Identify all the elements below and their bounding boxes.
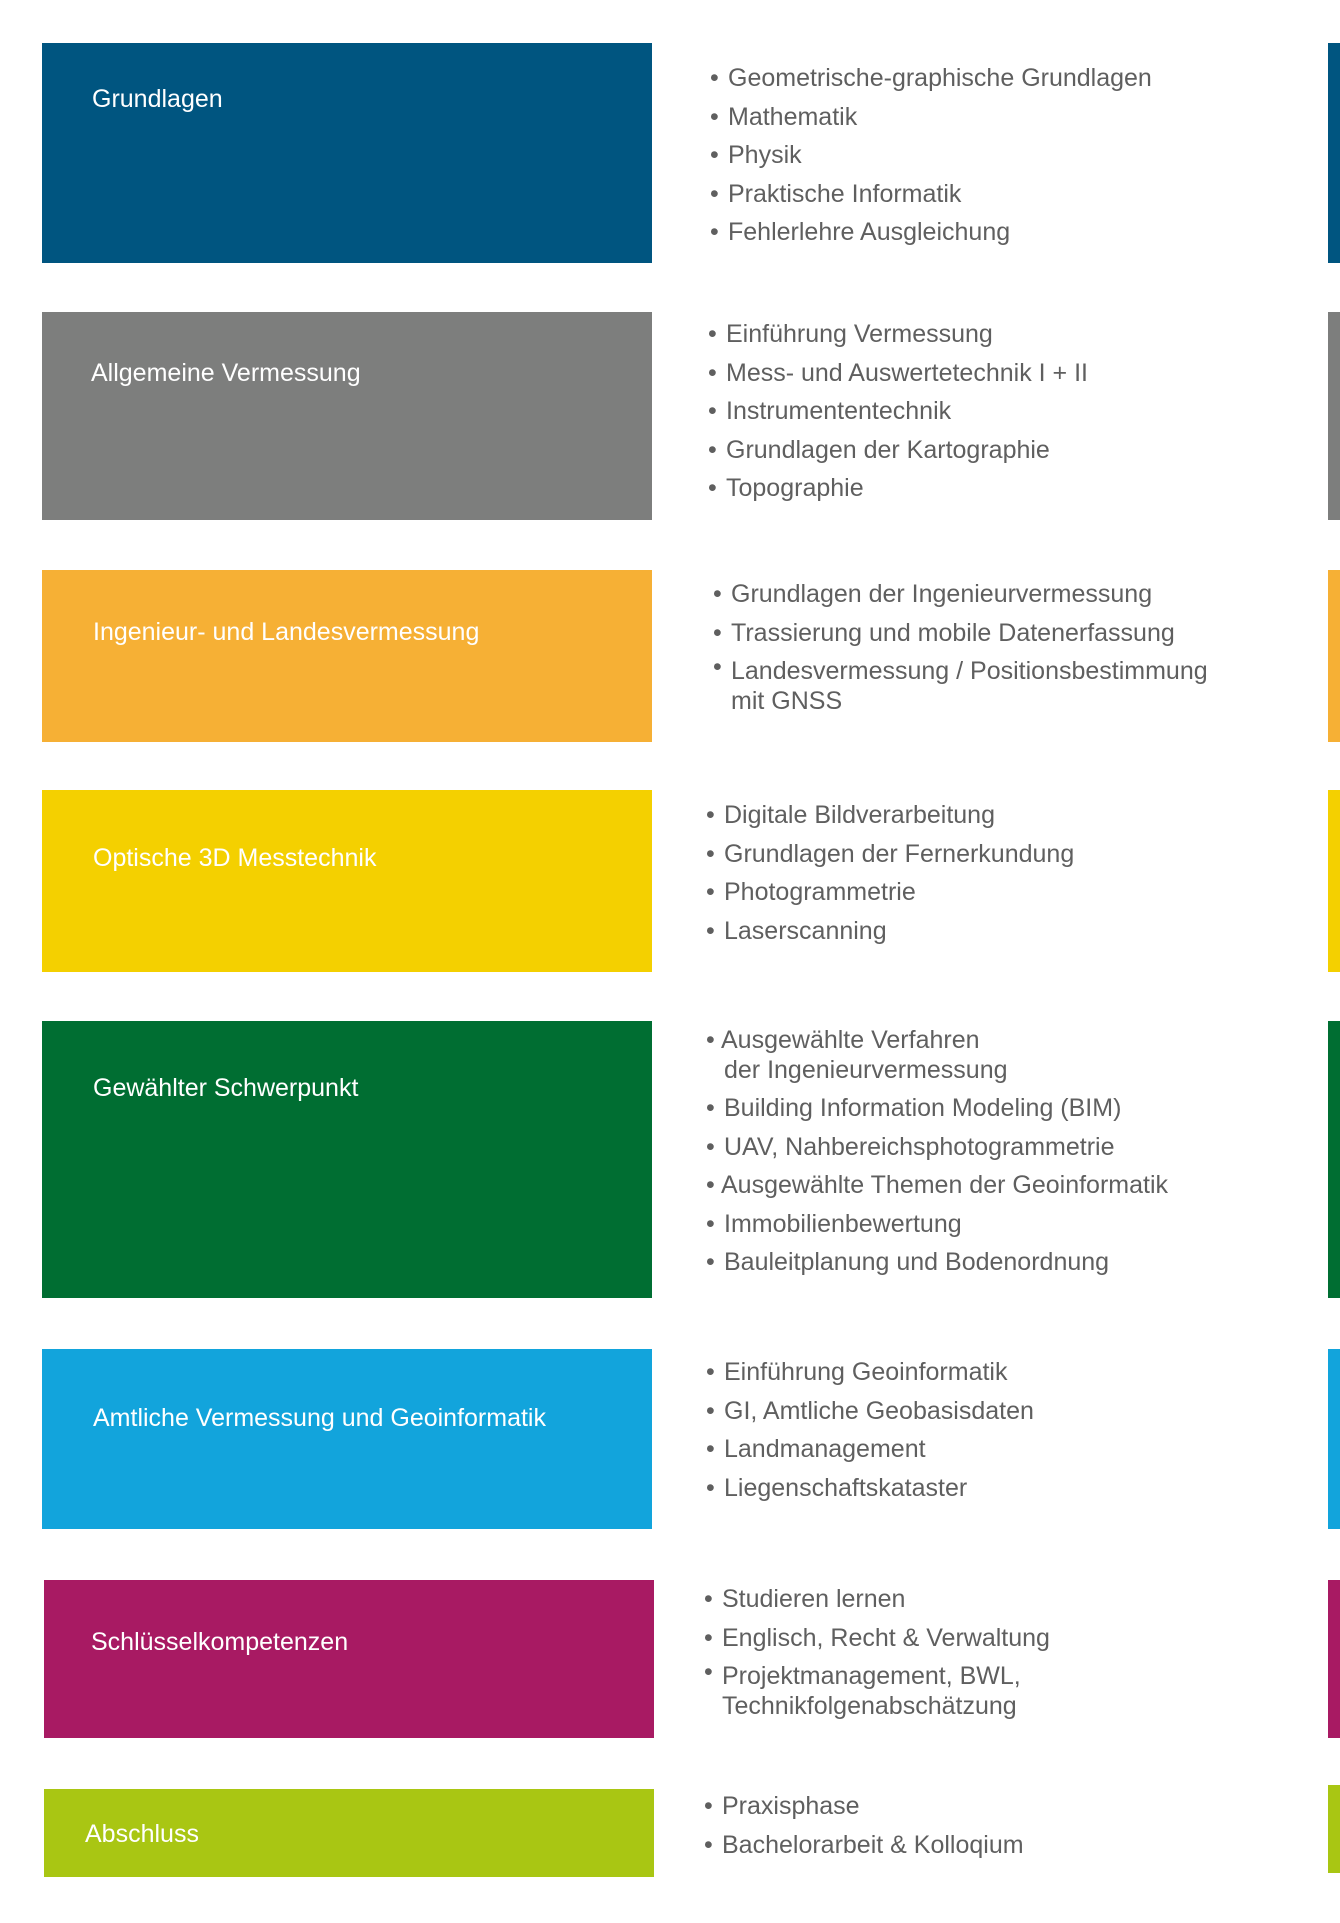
- topic-item: • Ausgewählte Verfahren: [706, 1025, 1168, 1055]
- module-color-stripe: [1328, 570, 1340, 742]
- topic-item: • GI, Amtliche Geobasisdaten: [706, 1392, 1034, 1431]
- topic-item: • Englisch, Recht & Verwaltung: [704, 1619, 1050, 1658]
- topic-item: • UAV, Nahbereichsphotogrammetrie: [706, 1128, 1168, 1167]
- topic-item: • Laserscanning: [706, 912, 1074, 951]
- module-box-optische-3d-messtechnik: [42, 790, 652, 972]
- topic-item: • Geometrische-graphische Grundlagen: [710, 59, 1152, 98]
- module-title: Ingenieur- und Landesvermessung: [93, 618, 480, 646]
- module-title: Abschluss: [85, 1820, 199, 1848]
- module-color-stripe: [1328, 312, 1340, 520]
- topic-item-continuation: der Ingenieurvermessung: [724, 1056, 1008, 1084]
- module-box-schluesselkompetenzen: [44, 1580, 654, 1738]
- topic-item: • Physik: [710, 136, 1152, 175]
- topic-item: • Landmanagement: [706, 1430, 1034, 1469]
- topic-item: • Mathematik: [710, 98, 1152, 137]
- module-title: Schlüsselkompetenzen: [91, 1628, 349, 1656]
- topic-item: • Grundlagen der Kartographie: [708, 431, 1088, 470]
- module-topics-allgemeine-vermessung: [708, 315, 1088, 508]
- topic-item: • Trassierung und mobile Datenerfassung: [713, 614, 1208, 653]
- module-color-stripe: [1328, 1580, 1340, 1738]
- module-topics-ingenieur-landesvermessung: [713, 575, 1208, 716]
- topic-item-continuation: Technikfolgenabschätzung: [722, 1692, 1017, 1720]
- topic-item: • Praxisphase: [704, 1787, 1024, 1826]
- module-topics-amtliche-vermessung-geoinformatik: [706, 1353, 1034, 1507]
- module-color-stripe: [1328, 1349, 1340, 1529]
- topic-item: • Topographie: [708, 469, 1088, 508]
- module-box-allgemeine-vermessung: [42, 312, 652, 520]
- topic-item: • Studieren lernen: [704, 1580, 1050, 1619]
- topic-item: • Photogrammetrie: [706, 873, 1074, 912]
- topic-item: • Digitale Bildverarbeitung: [706, 796, 1074, 835]
- module-topics-gewaehlter-schwerpunkt: [706, 1025, 1168, 1282]
- topic-item: • Ausgewählte Themen der Geoinformatik: [706, 1166, 1168, 1205]
- module-topics-schluesselkompetenzen: [704, 1580, 1050, 1721]
- module-box-gewaehlter-schwerpunkt: [42, 1021, 652, 1298]
- module-color-stripe: [1328, 1785, 1340, 1873]
- topic-item: • Fehlerlehre Ausgleichung: [710, 213, 1152, 252]
- module-title: Gewählter Schwerpunkt: [93, 1074, 359, 1102]
- topic-item: • Immobilienbewertung: [706, 1205, 1168, 1244]
- module-color-stripe: [1328, 1021, 1340, 1298]
- topic-item: • Building Information Modeling (BIM): [706, 1089, 1168, 1128]
- topic-item: • Einführung Geoinformatik: [706, 1353, 1034, 1392]
- topic-item: • Einführung Vermessung: [708, 315, 1088, 354]
- module-title: Amtliche Vermessung und Geoinformatik: [93, 1404, 546, 1432]
- module-title: Allgemeine Vermessung: [91, 359, 361, 387]
- topic-item: • Grundlagen der Ingenieurvermessung: [713, 575, 1208, 614]
- module-title: Optische 3D Messtechnik: [93, 844, 377, 872]
- module-box-amtliche-vermessung-geoinformatik: [42, 1349, 652, 1529]
- topic-item: • Projektmanagement, BWL,: [704, 1657, 1050, 1691]
- topic-item: • Mess- und Auswertetechnik I + II: [708, 354, 1088, 393]
- topic-item: • Bachelorarbeit & Kolloqium: [704, 1826, 1024, 1865]
- module-color-stripe: [1328, 790, 1340, 972]
- module-box-grundlagen: [42, 43, 652, 263]
- topic-item: • Grundlagen der Fernerkundung: [706, 835, 1074, 874]
- topic-item: • Instrumententechnik: [708, 392, 1088, 431]
- topic-item: • Praktische Informatik: [710, 175, 1152, 214]
- module-box-abschluss: [44, 1789, 654, 1877]
- topic-item: • Landesvermessung / Positionsbestimmung: [713, 652, 1208, 686]
- module-box-ingenieur-landesvermessung: [42, 570, 652, 742]
- topic-item: • Liegenschaftskataster: [706, 1469, 1034, 1508]
- module-title: Grundlagen: [92, 85, 223, 113]
- module-topics-grundlagen: [710, 59, 1152, 252]
- module-topics-abschluss: [704, 1787, 1024, 1864]
- module-color-stripe: [1328, 43, 1340, 263]
- module-topics-optische-3d-messtechnik: [706, 796, 1074, 950]
- topic-item: • Bauleitplanung und Bodenordnung: [706, 1243, 1168, 1282]
- topic-item-continuation: mit GNSS: [731, 687, 843, 715]
